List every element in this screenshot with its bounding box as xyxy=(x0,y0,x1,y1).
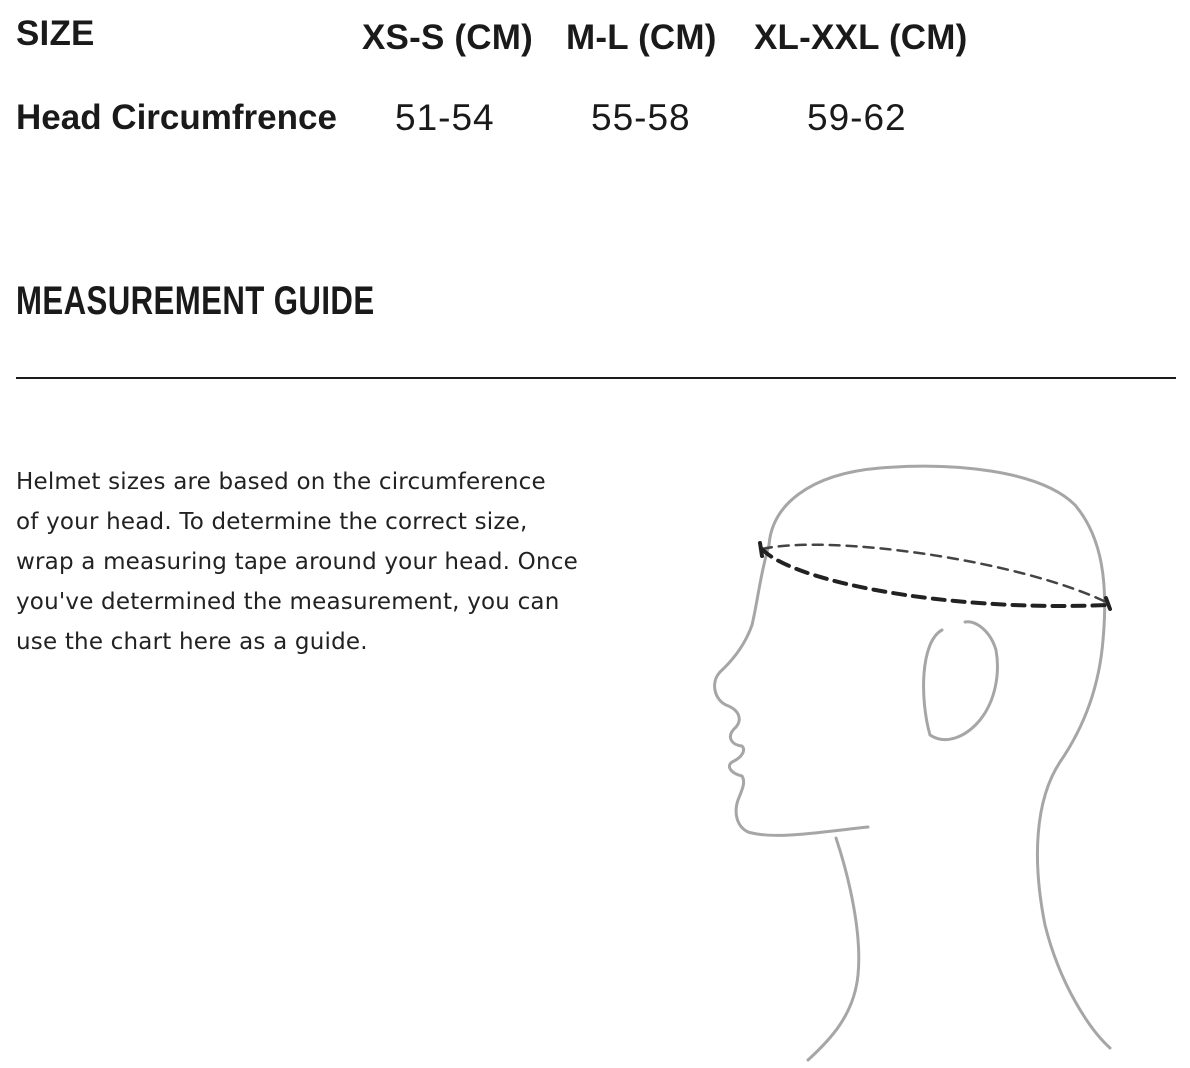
measuring-tape-end-left xyxy=(760,543,762,556)
value-xs-s: 51-54 xyxy=(395,97,495,138)
measuring-tape-front xyxy=(762,549,1108,606)
column-header-m-l: M-L (CM) xyxy=(566,18,717,57)
value-m-l: 55-58 xyxy=(591,97,691,138)
head-measurement-icon xyxy=(700,455,1130,1065)
measurement-guide-text xyxy=(16,462,576,662)
column-header-xs-s: XS-S (CM) xyxy=(362,18,533,57)
measurement-guide-title: MEASUREMENT GUIDE xyxy=(16,279,375,323)
size-header-label: SIZE xyxy=(16,14,95,53)
ear-outline xyxy=(924,622,998,740)
neck-front xyxy=(808,838,859,1060)
value-xl-xxl: 59-62 xyxy=(807,97,907,138)
measuring-tape-end-right xyxy=(1106,598,1110,609)
size-table xyxy=(0,0,1190,160)
guide-text-line: wrap a measuring tape around your head. Once xyxy=(16,549,578,575)
guide-text-line: Helmet sizes are based on the circumference xyxy=(16,469,546,495)
head-outline xyxy=(769,466,1110,1048)
column-header-xl-xxl: XL-XXL (CM) xyxy=(754,18,968,57)
guide-text-line: you've determined the measurement, you can xyxy=(16,589,560,615)
guide-text-line: use the chart here as a guide. xyxy=(16,629,368,655)
face-profile xyxy=(715,545,868,835)
section-divider xyxy=(16,377,1176,379)
row-label-head-circumference: Head Circumfrence xyxy=(16,98,337,137)
guide-text-line: of your head. To determine the correct size, xyxy=(16,509,528,535)
